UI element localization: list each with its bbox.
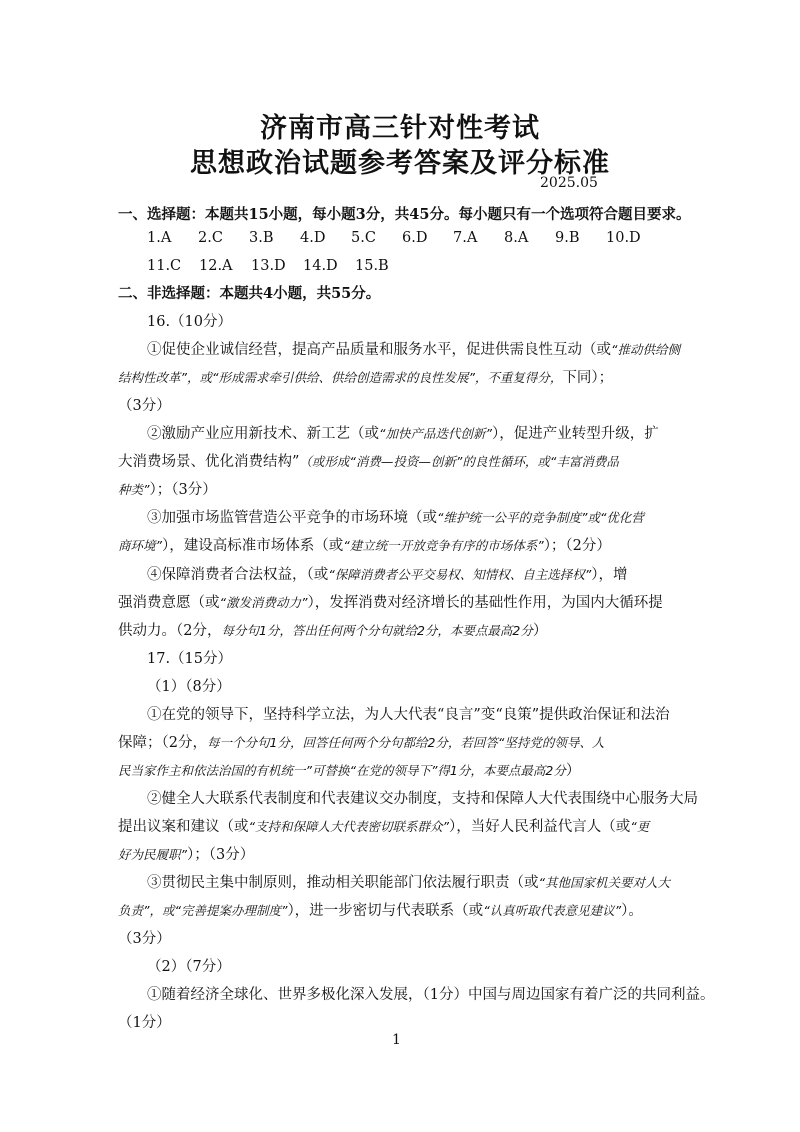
q16-p2-note-3: 种类”	[118, 482, 150, 497]
q17-p2-line2	[118, 818, 649, 836]
q16-p2-note: “加快产品迭代创新”	[379, 426, 492, 441]
answer-6: 6.D	[402, 230, 428, 246]
answer-10: 10.D	[606, 230, 641, 246]
q17-p2-text-3: ）；（3分）	[186, 847, 255, 863]
q17-sub2-label: （2）（7分）	[147, 959, 231, 975]
q16-p4-text-6: ）	[532, 623, 548, 639]
q17-p3-line3: （3分）	[118, 931, 171, 947]
document-title-line2: 思想政治试题参考答案及评分标准	[190, 148, 610, 179]
q16-p1-note-2: 结构性改革”，或“形成需求牵引供给、供给创造需求的良性发展”，不重复得分，	[118, 370, 563, 385]
q16-p1-line1	[147, 341, 680, 359]
q17-p2-line3	[118, 846, 254, 864]
q17-p1-line3	[118, 762, 580, 780]
answer-13: 13.D	[251, 258, 286, 274]
answer-7: 7.A	[453, 230, 478, 246]
q17-p2-note-2: “更	[630, 819, 650, 834]
q16-p4-note-3: 每分句1分，答出任何两个分句就给2分，本要点最高2分	[221, 623, 533, 638]
q16-label: 16.（10分）	[147, 314, 233, 330]
answer-14: 14.D	[303, 258, 338, 274]
q16-p3-text: ③加强市场监管营造公平竞争的市场环境（或	[147, 510, 437, 526]
q17-sub1-label: （1）（8分）	[147, 679, 231, 695]
q16-p4-text-4: ），发挥消费对经济增长的基础性作用，为国内大循环提	[307, 595, 663, 611]
q16-p1-text-2: 下同）；	[562, 370, 614, 386]
q16-p2-text-3: 大消费场景、优化消费结构”	[118, 454, 300, 470]
q17-p3-text-2: ），进一步密切与代表联系（或	[287, 903, 484, 919]
q17-p2-line1: ②健全人大联系代表制度和代表建议交办制度，支持和保障人大代表围绕中心服务大局	[147, 791, 698, 807]
q16-p2-line3	[118, 481, 217, 499]
q16-p4-text-5: 供动力。（2分，	[118, 623, 222, 639]
q16-p3-text-2: ），建设高标准市场体系（或	[161, 538, 344, 554]
q16-p4-text: ④保障消费者合法权益，（或	[147, 567, 329, 583]
q16-p3-line2	[118, 537, 611, 555]
q16-p2-text-2: ），促进产业转型升级，扩	[491, 426, 659, 442]
q17-p3-text-3: ）。	[621, 903, 643, 919]
q17-p1-line2	[118, 734, 604, 752]
section1-heading: 一、选择题：本题共15小题，每小题3分，共45分。每小题只有一个选项符合题目要求。	[118, 206, 691, 223]
q16-p2-line2	[118, 453, 619, 471]
document-date: 2025.05	[540, 175, 598, 191]
answer-12: 12.A	[199, 258, 233, 274]
answer-15: 15.B	[355, 258, 389, 274]
q16-p4-line2	[118, 594, 663, 612]
q16-p4-note: “保障消费者公平交易权、知情权、自主选择权”	[328, 567, 592, 582]
q16-p2-note-2: （或形成“消费—投资—创新”的良性循环，或“丰富消费品	[299, 454, 619, 469]
q17-label: 17.（15分）	[147, 651, 233, 667]
q17-p3-note: “其他国家机关要对人大	[538, 875, 670, 890]
answer-11: 11.C	[147, 258, 182, 274]
answers-row-1	[147, 229, 641, 247]
q17-p4-line1: ①随着经济全球化、世界多极化深入发展，（1分）中国与周边国家有着广泛的共同利益。	[147, 987, 715, 1003]
q17-p1-line1: ①在党的领导下，坚持科学立法，为人大代表“良言”变“良策”提供政治保证和法治	[147, 707, 670, 723]
answer-4: 4.D	[300, 230, 326, 246]
q16-p1-note: “推动供给侧	[611, 342, 680, 357]
q16-p4-note-2: “激发消费动力”	[219, 595, 308, 610]
q17-p4-line2: （1分）	[118, 1015, 171, 1031]
q17-p2-note: “支持和保障人大代表密切联系群众”	[248, 819, 449, 834]
q16-p4-text-2: ），增	[591, 567, 628, 583]
answer-5: 5.C	[351, 230, 376, 246]
q16-p1-line3: （3分）	[118, 398, 171, 414]
q16-p2-line1	[147, 425, 659, 443]
q17-p1-note-2: 民当家作主和依法治国的有机统一”可替换“在党的领导下”得1分，本要点最高2分	[118, 763, 566, 778]
answer-3: 3.B	[249, 230, 274, 246]
page-number: 1	[392, 1032, 401, 1048]
q16-p3-note-3: “建立统一开放竞争有序的市场体系”	[343, 538, 544, 553]
q17-p3-text: ③贯彻民主集中制原则，推动相关职能部门依法履行职责（或	[147, 875, 539, 891]
q16-p1-text: ①促使企业诚信经营，提高产品质量和服务水平，促进供需良性互动（或	[147, 342, 611, 358]
q16-p4-line1	[147, 566, 627, 584]
q17-p3-note-2: 负责”，或“完善提案办理制度”	[118, 903, 288, 918]
q16-p4-text-3: 强消费意愿（或	[118, 595, 220, 611]
q16-p3-note: “维护统一公平的竞争制度”或“优化营	[437, 510, 644, 525]
q16-p4-line3	[118, 622, 547, 640]
q16-p3-text-3: ）；（2分）	[543, 538, 611, 554]
q17-p2-note-3: 好为民履职”	[118, 847, 187, 862]
q16-p2-text-4: ）；（3分）	[149, 482, 217, 498]
q16-p2-text: ②激励产业应用新技术、新工艺（或	[147, 426, 379, 442]
q17-p2-text: 提出议案和建议（或	[118, 819, 249, 835]
answer-9: 9.B	[555, 230, 580, 246]
section2-heading: 二、非选择题：本题共4小题，共55分。	[118, 285, 381, 302]
document-title-line1: 济南市高三针对性考试	[260, 113, 540, 144]
answer-1: 1.A	[147, 230, 172, 246]
q17-p1-text: 保障；（2分，	[118, 735, 207, 751]
answers-row-2	[147, 257, 389, 275]
q16-p3-line1	[147, 509, 644, 527]
answer-8: 8.A	[504, 230, 529, 246]
q17-p2-text-2: ），当好人民利益代言人（或	[448, 819, 631, 835]
q17-p3-note-3: “认真听取代表意见建议”	[483, 903, 622, 918]
q16-p3-note-2: 商环境”	[118, 538, 162, 553]
answer-2: 2.C	[198, 230, 223, 246]
q16-p1-line2	[118, 369, 613, 387]
q17-p3-line2	[118, 902, 643, 920]
q17-p1-note: 每一个分句1分，回答任何两个分句都给2分，若回答“坚持党的领导、人	[206, 735, 605, 750]
q17-p3-line1	[147, 874, 670, 892]
q17-p1-text-2: ）	[565, 763, 581, 779]
